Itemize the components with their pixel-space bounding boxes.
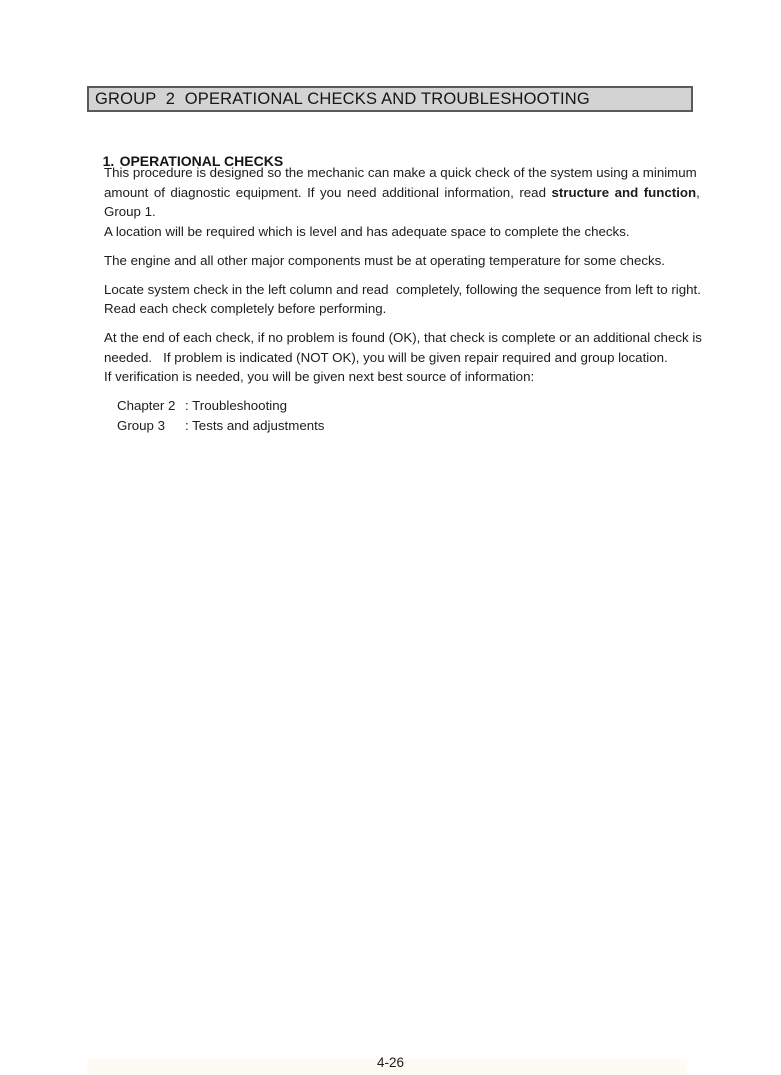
paragraph-locate-check <box>104 280 744 319</box>
list-item <box>117 416 744 436</box>
paragraph-check-results <box>104 328 744 387</box>
reference-label: Chapter 2 <box>117 398 176 414</box>
group-header-title: GROUP 2 OPERATIONAL CHECKS AND TROUBLESHOOTING <box>95 89 590 108</box>
reference-list <box>104 396 744 436</box>
text-line: The engine and all other major components must be at operating temperature for some checks. <box>104 252 665 268</box>
body-text <box>104 163 744 436</box>
reference-label: Group 3 <box>117 417 166 433</box>
text-line: Read each check completely before performing. <box>104 301 387 317</box>
list-item <box>117 396 744 416</box>
text-segment-bold: structure and function <box>551 184 697 200</box>
paragraph-procedure <box>104 163 744 242</box>
section-number: 1. <box>102 153 115 169</box>
text-line: needed. If problem is indicated (NOT OK), you will be given repair required and group location. <box>104 349 668 365</box>
page-number: 4-26 <box>376 1055 405 1070</box>
text-line: At the end of each check, if no problem is found (OK), that check is complete or an additional check is <box>104 329 702 345</box>
text-line: A location will be required which is level and has adequate space to complete the checks. <box>104 224 630 240</box>
text-line: This procedure is designed so the mechanic can make a quick check of the system using a minimum <box>104 165 697 180</box>
text-line <box>104 183 744 203</box>
paragraph-engine-temperature <box>104 251 744 271</box>
section-title: OPERATIONAL CHECKS <box>119 153 284 169</box>
reference-value: : Tests and adjustments <box>185 417 325 433</box>
text-segment: , <box>696 184 700 200</box>
text-line: Group 1. <box>104 204 156 220</box>
text-line: Locate system check in the left column and read completely, following the sequence from left to right. <box>104 281 701 297</box>
reference-value: : Troubleshooting <box>185 398 288 414</box>
group-header-bar <box>87 86 693 112</box>
text-line: If verification is needed, you will be given next best source of information: <box>104 369 535 385</box>
text-segment: amount of diagnostic equipment. If you need additional information, read <box>104 184 552 200</box>
